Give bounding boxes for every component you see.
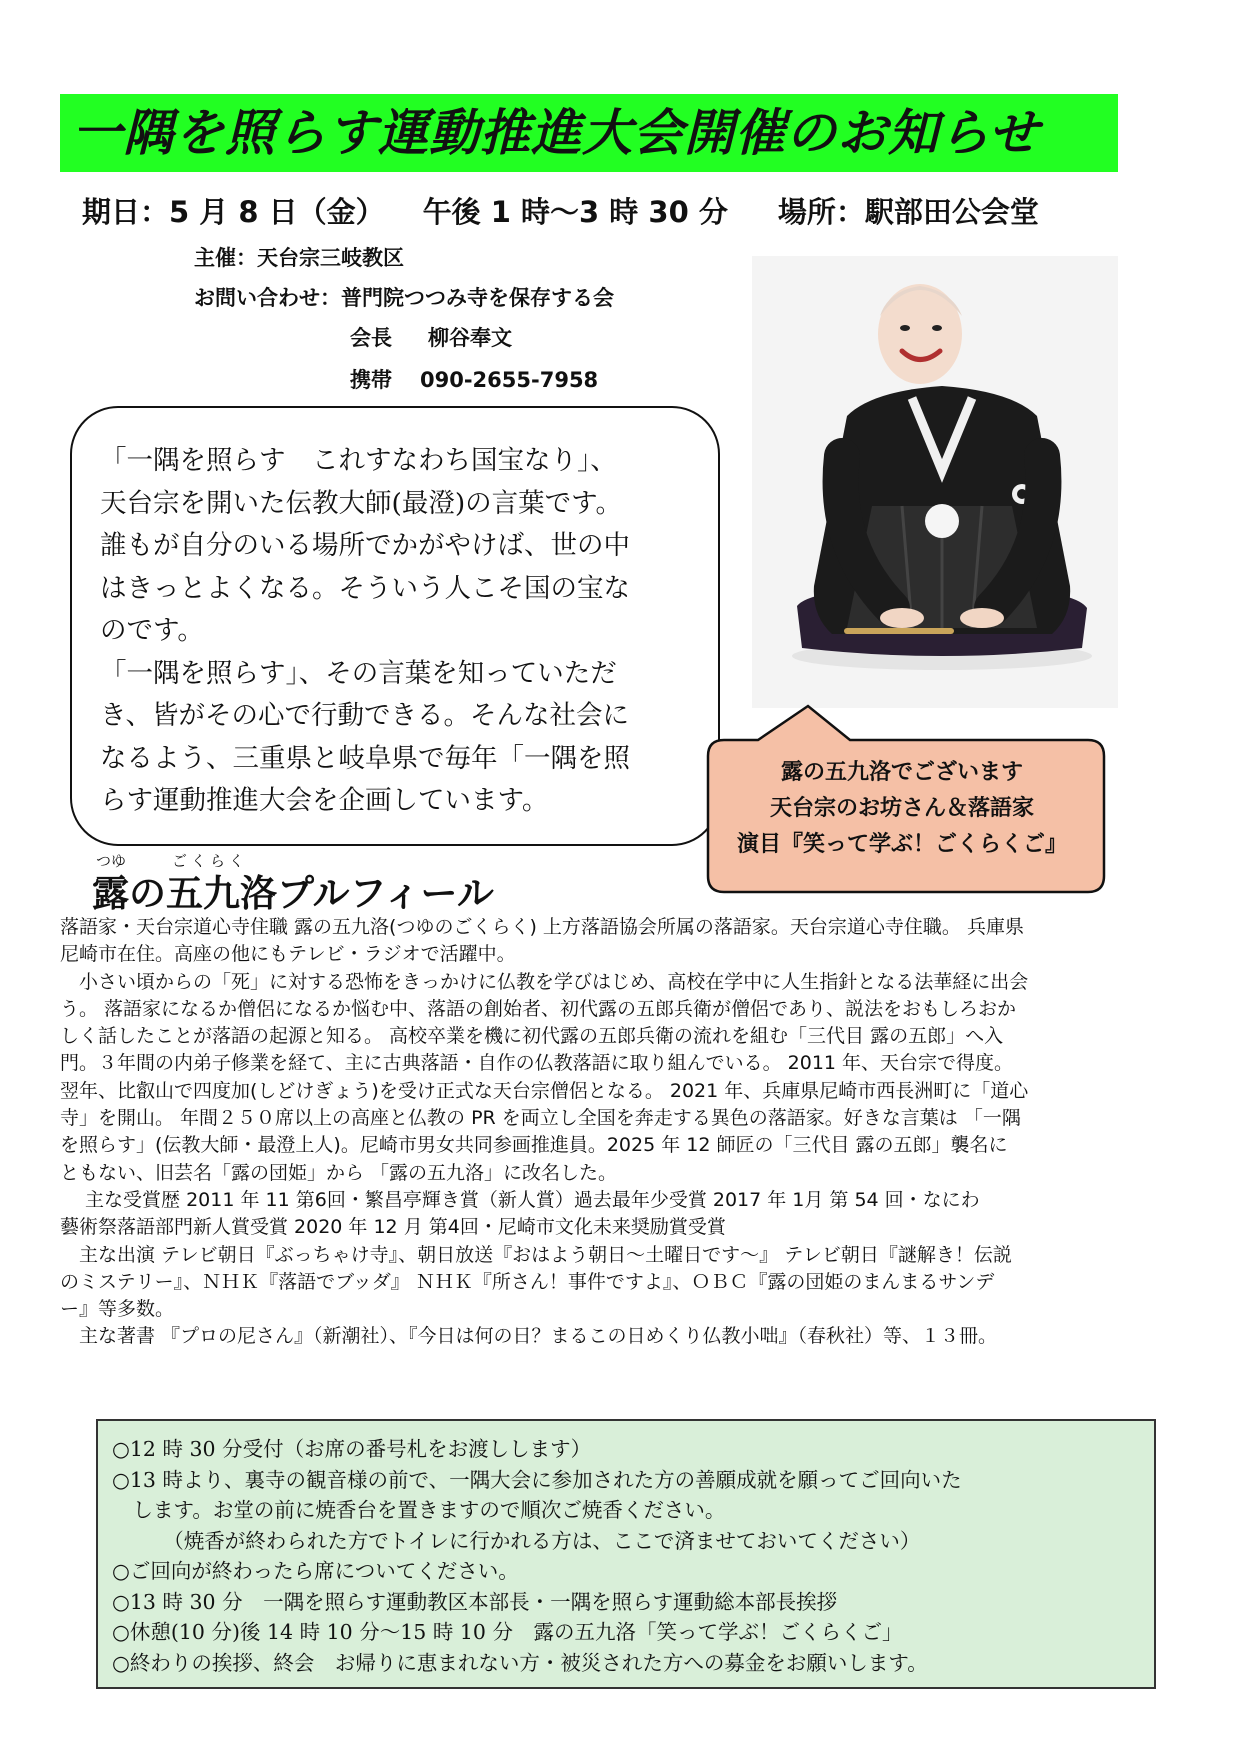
page-title: 一隅を照らす運動推進大会開催のお知らせ [72, 104, 1040, 162]
event-details [82, 190, 1039, 231]
schedule-item: します。お堂の前に焼香台を置きますので順次ご焼香ください。 [112, 1498, 726, 1522]
profile-line: しく話したことが落語の起源と知る。 高校卒業を機に初代露の五郎兵衛の流れを組む「三代目 露の五郎」へ入 [60, 1025, 1004, 1048]
message-line: はきっとよくなる。そういう人こそ国の宝な [100, 572, 630, 604]
profile-line: 小さい頃からの「死」に対する恐怖をきっかけに仏教を学びはじめ、高校在学中に人生指針となる法華経に出会 [60, 970, 1029, 993]
message-line: らす運動推進大会を企画しています。 [100, 785, 549, 816]
message-text [100, 440, 700, 823]
message-line: 「一隅を照らす」、その言葉を知っていただ [100, 657, 617, 689]
profile-body [60, 914, 1182, 1351]
message-line: 「一隅を照らす これすなわち国宝なり」、 [100, 445, 617, 476]
contact: お問い合わせ：普門院つつみ寺を保存する会 [194, 286, 614, 310]
profile-line: う。 落語家になるか僧侶になるか悩む中、落語の創始者、初代露の五郎兵衛が僧侶であり、説法をおもしろおか [60, 997, 1017, 1020]
schedule-item: ○終わりの挨拶、終会 お帰りに恵まれない方・被災された方への募金をお願いします。 [112, 1650, 928, 1675]
message-line: 天台宗を開いた伝教大師(最澄)の言葉です。 [100, 487, 623, 519]
profile-line: ー』等多数。 [60, 1298, 175, 1321]
performer-illustration [752, 256, 1118, 708]
profile-line: 門。３年間の内弟子修業を経て、主に古典落語・自作の仏教落語に取り組んでいる。 2011 年、天台宗で得度。 [60, 1052, 1014, 1075]
callout-line: 露の五九洛でございます [780, 759, 1023, 785]
profile-line: 主な出演 テレビ朝日『ぶっちゃけ寺』、朝日放送『おはよう朝日～土曜日です～』 テレビ朝日『謎解き！伝説 [60, 1243, 1012, 1266]
schedule-item: （焼香が終わられた方でトイレに行かれる方は、ここで済ませておいてください） [112, 1528, 921, 1553]
president [350, 322, 512, 352]
profile-heading: 露の五九洛プルフィール [92, 872, 494, 915]
phone-number: 090-2655-7958 [420, 368, 599, 392]
performer-photo [752, 256, 1118, 708]
event-date: 期日：5 月 8 日（金） [82, 195, 385, 229]
profile-line: 藝術祭落語部門新人賞受賞 2020 年 12 月 第4回・尼崎市文化未来奨励賞受賞 [60, 1216, 726, 1239]
phone [350, 364, 598, 394]
organizer: 主催：天台宗三岐教区 [194, 246, 404, 270]
profile-line: 寺」を開山。 年間２５０席以上の高座と仏教の PR を両立し全国を奔走する異色の落語家。好きな言葉は 「一隅 [60, 1107, 1021, 1130]
schedule-item: ○13 時より、裏寺の観音様の前で、一隅大会に参加された方の善願成就を願ってご回向いた [112, 1467, 962, 1492]
schedule-item: ○ご回向が終わったら席についてください。 [112, 1559, 519, 1583]
callout-text [706, 754, 1098, 862]
message-line: なるよう、三重県と岐阜県で毎年「一隅を照 [100, 742, 630, 774]
event-place: 場所：駅部田公会堂 [777, 195, 1039, 229]
president-name: 柳谷奉文 [428, 326, 512, 350]
message-line: 誰もが自分のいる場所でかがやけば、世の中 [100, 530, 630, 561]
profile-line: 翌年、比叡山で四度加(しどけぎょう)を受け正式な天台宗僧侶となる。 2021 年、兵庫県尼崎市西長洲町に「道心 [60, 1079, 1029, 1102]
profile-line: 尼崎市在住。高座の他にもテレビ・ラジオで活躍中。 [60, 943, 516, 966]
profile-line: を照らす」(伝教大師・最澄上人)。尼崎市男女共同参画推進員。2025 年 12 師匠の「三代目 露の五郎」襲名に [60, 1134, 1008, 1157]
message-line: のです。 [100, 615, 204, 646]
president-label: 会長 [350, 326, 392, 350]
schedule-item: ○休憩(10 分)後 14 時 10 分～15 時 10 分 露の五九洛「笑って学ぶ！ごくらくご」 [112, 1620, 903, 1644]
message-line: き、皆がその心で行動できる。そんな社会に [100, 700, 629, 731]
ruby-gokuraku: ごくらく [172, 852, 249, 870]
callout-line: 天台宗のお坊さん＆落語家 [769, 795, 1034, 821]
profile-line: 落語家・天台宗道心寺住職 露の五九洛(つゆのごくらく) 上方落語協会所属の落語家。天台宗道心寺住職。 兵庫県 [60, 916, 1024, 938]
phone-label: 携帯 [350, 368, 392, 392]
profile-line: のミステリー』、ＮＨＫ『落語でブッダ』 ＮＨＫ『所さん！事件ですよ』、ＯＢＣ『露の団姫のまんまるサンデ [60, 1270, 995, 1293]
callout-line: 演目『笑って学ぶ！ごくらくご』 [736, 831, 1067, 857]
ruby-tsuyu: つゆ [96, 852, 127, 870]
profile-line: 主な受賞歴 2011 年 11 第6回・繁昌亭輝き賞（新人賞）過去最年少受賞 2017 年 1月 第 54 回・なにわ [60, 1188, 980, 1211]
schedule-item: ○13 時 30 分 一隅を照らす運動教区本部長・一隅を照らす運動総本部長挨拶 [112, 1589, 838, 1614]
profile-line: ともない、旧芸名「露の団姫」から 「露の五九洛」に改名した。 [60, 1161, 618, 1184]
event-time: 午後 1 時～3 時 30 分 [422, 195, 728, 229]
profile-line: 主な著書 『プロの尼さん』（新潮社）、『今日は何の日？まるこの日めくり仏教小咄』（春秋社）等、１３冊。 [60, 1325, 998, 1348]
schedule-item: ○12 時 30 分受付（お席の番号札をお渡しします） [112, 1437, 592, 1461]
schedule-list [112, 1434, 1152, 1678]
